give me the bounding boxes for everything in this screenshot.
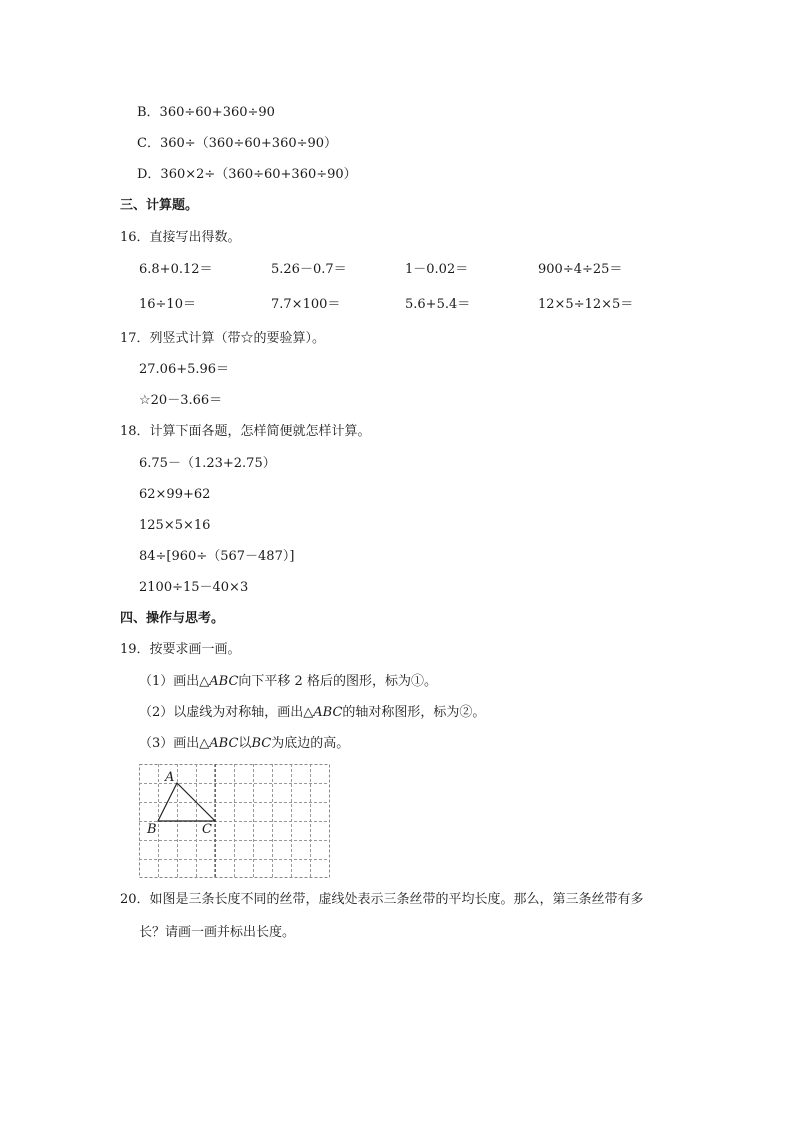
q17-item-1: 27.06+5.96＝	[139, 362, 230, 377]
q16-title: 16．直接写出得数。	[120, 230, 241, 245]
q18-item-4: 84÷[960÷（567－487）]	[139, 549, 295, 564]
q19-grid-figure	[139, 764, 330, 878]
q20-line-2: 长？请画一画并标出长度。	[139, 925, 296, 940]
q16-r2-c4: 12×5÷12×5＝	[538, 297, 634, 312]
q18-item-2: 62×99+62	[139, 487, 211, 502]
q17-title: 17．列竖式计算（带☆的要验算）。	[120, 331, 326, 346]
q20-line-1: 20．如图是三条长度不同的丝带，虚线处表示三条丝带的平均长度。那么，第三条丝带有多	[120, 892, 644, 907]
q16-r2-c2: 7.7×100＝	[271, 297, 341, 312]
q19-sub-1: （1）画出△ABC向下平移 2 格后的图形，标为①。	[139, 674, 437, 689]
q16-r1-c4: 900÷4÷25＝	[538, 262, 623, 277]
label-c: C	[202, 822, 212, 837]
label-b: B	[147, 822, 157, 837]
q18-item-5: 2100÷15－40×3	[139, 580, 249, 595]
q18-title: 18．计算下面各题，怎样简便就怎样计算。	[120, 424, 371, 439]
q16-r1-c3: 1－0.02＝	[405, 262, 469, 277]
section-4-heading: 四、操作与思考。	[120, 611, 225, 626]
q18-item-3: 125×5×16	[139, 518, 211, 533]
choice-b: B．360÷60+360÷90	[137, 105, 275, 120]
q16-r1-c2: 5.26－0.7＝	[271, 262, 347, 277]
q18-item-1: 6.75－（1.23+2.75）	[139, 456, 276, 471]
label-a: A	[165, 770, 175, 785]
q19-title: 19．按要求画一画。	[120, 642, 241, 657]
choice-c: C．360÷（360÷60+360÷90）	[137, 136, 338, 151]
q16-r2-c1: 16÷10＝	[139, 297, 196, 312]
q16-r2-c3: 5.6+5.4＝	[405, 297, 471, 312]
q19-sub-3: （3）画出△ABC以BC为底边的高。	[139, 736, 350, 751]
grid-svg	[139, 764, 330, 878]
section-3-heading: 三、计算题。	[120, 198, 199, 213]
q19-sub-2: （2）以虚线为对称轴，画出△ABC的轴对称图形，标为②。	[139, 705, 486, 720]
q16-r1-c1: 6.8+0.12＝	[139, 262, 213, 277]
choice-d: D．360×2÷（360÷60+360÷90）	[137, 167, 357, 182]
q17-item-2: ☆20－3.66＝	[139, 393, 223, 408]
